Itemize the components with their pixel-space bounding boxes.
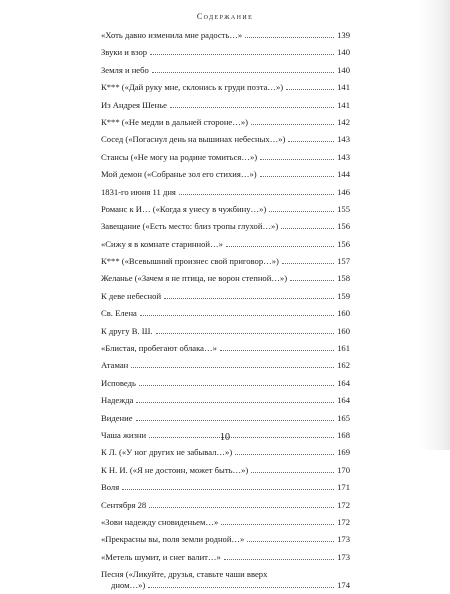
toc-dot-leader — [136, 402, 334, 403]
toc-dot-leader — [170, 107, 334, 108]
toc-entry-title: 1831-го июня 11 дня — [101, 186, 176, 197]
toc-entry-title: Чаша жизни — [101, 429, 147, 440]
toc-entry-page: 161 — [337, 343, 350, 354]
toc-entry-page: 169 — [337, 447, 350, 458]
toc-entry — [101, 256, 350, 273]
toc-entry — [101, 187, 350, 204]
toc-entry-title: Сосед («Погаснул день на вышинах небесных…») — [101, 134, 286, 145]
toc-entry-page: 165 — [337, 412, 350, 423]
toc-entry-row — [101, 395, 350, 406]
toc-entry-row — [101, 187, 350, 198]
toc-entry — [101, 117, 350, 134]
toc-entry-row — [101, 100, 350, 111]
toc-entry-title: Исповедь — [101, 377, 136, 388]
toc-entry-row — [101, 360, 350, 371]
toc-dot-leader — [226, 246, 334, 247]
table-of-contents — [101, 30, 350, 594]
toc-dot-leader — [139, 385, 334, 386]
toc-entry-page: 173 — [337, 534, 350, 545]
toc-dot-leader — [251, 472, 334, 473]
toc-dot-leader — [260, 159, 334, 160]
toc-entry-title: «Зови надежду сновиденьем…» — [101, 516, 219, 527]
toc-entry-row — [101, 117, 350, 128]
toc-entry-title: Мой демон («Собранье зол его стихия…») — [101, 169, 257, 180]
toc-entry-title: Песня («Ликуйте, друзья, ставьте чаши вверх — [101, 569, 268, 580]
toc-entry-page: 140 — [337, 64, 350, 75]
toc-entry-row — [101, 169, 350, 180]
toc-entry-row — [101, 517, 350, 528]
toc-entry — [101, 47, 350, 64]
toc-entry-row — [101, 152, 350, 163]
toc-entry — [101, 326, 350, 343]
toc-entry-page: 142 — [337, 116, 350, 127]
toc-entry-title: Завещание («Есть место: близ тропы глухой…») — [101, 221, 279, 232]
toc-entry-page: 141 — [337, 99, 350, 110]
toc-entry-row — [101, 82, 350, 93]
toc-entry — [101, 134, 350, 151]
toc-entry-page: 164 — [337, 395, 350, 406]
toc-entry-row — [101, 308, 350, 319]
toc-entry — [101, 152, 350, 169]
toc-dot-leader — [149, 507, 334, 508]
toc-entry-row-continued — [101, 580, 350, 591]
toc-entry-title: К*** («Всевышний произнес свой приговор…») — [101, 256, 279, 267]
toc-entry-row — [101, 30, 350, 41]
toc-dot-leader — [152, 72, 334, 73]
toc-entry-title: К Н. И. («Я не достоин, может быть…») — [101, 464, 249, 475]
toc-entry-page: 159 — [337, 290, 350, 301]
toc-entry — [101, 500, 350, 517]
toc-entry — [101, 413, 350, 430]
toc-dot-leader — [224, 559, 334, 560]
toc-dot-leader — [286, 89, 334, 90]
toc-entry-title: Звуки и взор — [101, 47, 148, 58]
toc-entry-page: 139 — [337, 30, 350, 40]
toc-entry-title: Атаман — [101, 360, 129, 371]
toc-entry-page: 162 — [337, 360, 350, 371]
toc-entry — [101, 395, 350, 412]
toc-entry — [101, 482, 350, 499]
toc-entry-title: Св. Елена — [101, 308, 137, 319]
toc-entry-title: «Сижу я в комнате старинной…» — [101, 238, 223, 249]
toc-entry — [101, 517, 350, 534]
toc-entry-row — [101, 239, 350, 250]
toc-entry — [101, 465, 350, 482]
toc-entry — [101, 239, 350, 256]
toc-entry-row — [101, 465, 350, 476]
toc-entry-title: Из Андрея Шенье — [101, 99, 167, 110]
toc-entry — [101, 30, 350, 47]
running-header: Содержание — [196, 12, 254, 21]
toc-dot-leader — [282, 263, 334, 264]
toc-entry-page: 156 — [337, 238, 350, 249]
toc-dot-leader — [251, 124, 334, 125]
toc-entry-title: «Метель шумит, и снег валит…» — [101, 551, 221, 562]
toc-dot-leader — [156, 333, 335, 334]
toc-entry-title: К деве небесной — [101, 290, 162, 301]
toc-entry — [101, 82, 350, 99]
toc-dot-leader — [288, 141, 334, 142]
toc-entry-title: Надежда — [101, 395, 134, 406]
toc-entry-page: 143 — [337, 151, 350, 162]
toc-entry-title: Романс к И… («Когда я унесу в чужбину…») — [101, 203, 267, 214]
toc-entry — [101, 204, 350, 221]
toc-entry-page: 160 — [337, 325, 350, 336]
toc-entry-page: 171 — [337, 482, 350, 493]
toc-entry-page: 143 — [337, 134, 350, 145]
toc-entry-row — [101, 204, 350, 215]
toc-entry-row — [101, 221, 350, 232]
toc-entry-row — [101, 447, 350, 458]
toc-entry-title: К*** («Не медли в дальней стороне…») — [101, 116, 248, 127]
toc-dot-leader — [131, 367, 334, 368]
toc-entry-page: 155 — [337, 203, 350, 214]
toc-entry-row — [101, 482, 350, 493]
toc-entry-page: 174 — [337, 580, 350, 591]
toc-entry-page: 157 — [337, 256, 350, 267]
toc-entry — [101, 65, 350, 82]
toc-dot-leader — [247, 541, 334, 542]
toc-entry — [101, 534, 350, 551]
toc-dot-leader — [179, 194, 334, 195]
toc-dot-leader — [136, 420, 335, 421]
toc-entry-page: 172 — [337, 516, 350, 527]
toc-dot-leader — [245, 37, 334, 38]
toc-entry — [101, 221, 350, 238]
toc-entry-title-continued: дном…») — [111, 580, 146, 591]
toc-entry-title: К Л. («У ног других не забывал…») — [101, 447, 233, 458]
toc-entry — [101, 378, 350, 395]
toc-entry-page: 170 — [337, 464, 350, 475]
toc-entry-page: 168 — [337, 429, 350, 440]
toc-entry-title: Стансы («Не могу на родине томиться…») — [101, 151, 258, 162]
toc-entry — [101, 308, 350, 325]
toc-entry-row — [101, 500, 350, 511]
toc-entry-row — [101, 569, 350, 580]
toc-entry-title: «Блистая, пробегают облака…» — [101, 343, 217, 354]
toc-entry — [101, 360, 350, 377]
toc-entry-title: «Хоть давно изменила мне радость…» — [101, 30, 243, 40]
toc-entry-page: 160 — [337, 308, 350, 319]
page-number: 10 — [220, 432, 230, 443]
toc-entry — [101, 569, 350, 594]
toc-entry — [101, 552, 350, 569]
toc-entry-title: Желанье («Зачем я не птица, не ворон степной…») — [101, 273, 288, 284]
toc-entry-title: Видение — [101, 412, 133, 423]
toc-entry-row — [101, 47, 350, 58]
toc-entry-row — [101, 552, 350, 563]
toc-entry-row — [101, 256, 350, 267]
toc-dot-leader — [260, 176, 335, 177]
toc-entry-row — [101, 326, 350, 337]
toc-entry-page: 146 — [337, 186, 350, 197]
toc-entry — [101, 273, 350, 290]
toc-dot-leader — [235, 454, 334, 455]
toc-dot-leader — [269, 211, 334, 212]
toc-entry-row — [101, 378, 350, 389]
toc-entry-title: К*** («Дай руку мне, склонись к груди поэта…») — [101, 82, 284, 93]
toc-entry — [101, 291, 350, 308]
toc-entry-row — [101, 134, 350, 145]
toc-dot-leader — [220, 350, 334, 351]
toc-entry-page: 156 — [337, 221, 350, 232]
toc-entry-title: Сентября 28 — [101, 499, 147, 510]
toc-dot-leader — [150, 54, 334, 55]
toc-entry-title: Земля и небо — [101, 64, 149, 75]
toc-dot-leader — [164, 298, 334, 299]
toc-entry-row — [101, 534, 350, 545]
toc-entry-title: К другу В. Ш. — [101, 325, 153, 336]
toc-dot-leader — [122, 489, 334, 490]
toc-entry — [101, 169, 350, 186]
toc-entry-row — [101, 65, 350, 76]
toc-dot-leader — [290, 280, 334, 281]
toc-entry-row — [101, 291, 350, 302]
toc-entry-page: 144 — [337, 169, 350, 180]
toc-entry-page: 172 — [337, 499, 350, 510]
toc-entry-page: 140 — [337, 47, 350, 58]
toc-dot-leader — [221, 524, 334, 525]
toc-dot-leader — [148, 587, 334, 588]
toc-entry — [101, 100, 350, 117]
toc-entry-title: Воля — [101, 482, 120, 493]
toc-entry-page: 158 — [337, 273, 350, 284]
toc-dot-leader — [140, 315, 334, 316]
toc-entry-page: 164 — [337, 377, 350, 388]
toc-entry-row — [101, 413, 350, 424]
toc-entry — [101, 343, 350, 360]
toc-entry-page: 141 — [337, 82, 350, 93]
toc-dot-leader — [281, 228, 334, 229]
toc-entry-row — [101, 273, 350, 284]
toc-entry-title: «Прекрасны вы, поля земли родной…» — [101, 534, 245, 545]
toc-entry-page: 173 — [337, 551, 350, 562]
page-spine-shadow — [420, 0, 450, 450]
toc-entry-row — [101, 343, 350, 354]
